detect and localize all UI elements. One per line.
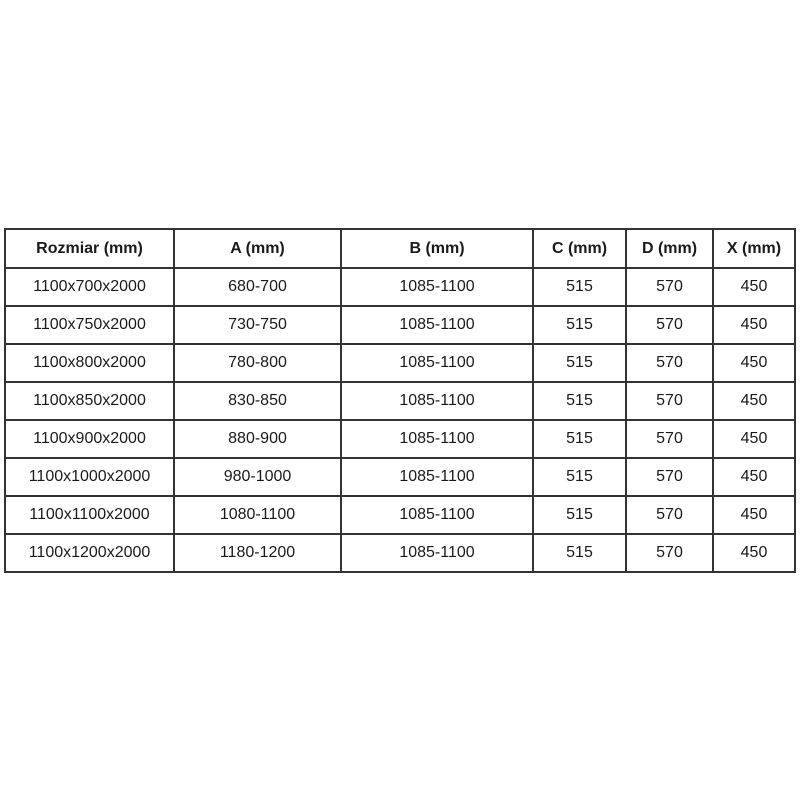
cell-b: 1085-1100 xyxy=(341,420,533,458)
cell-d: 570 xyxy=(626,458,713,496)
table-row xyxy=(5,344,795,382)
cell-c: 515 xyxy=(533,268,626,306)
cell-x: 450 xyxy=(713,382,795,420)
cell-x: 450 xyxy=(713,344,795,382)
table-header xyxy=(5,229,795,268)
cell-x: 450 xyxy=(713,534,795,572)
cell-x: 450 xyxy=(713,268,795,306)
cell-a: 830-850 xyxy=(174,382,341,420)
cell-x: 450 xyxy=(713,420,795,458)
column-header-b: B (mm) xyxy=(341,229,533,268)
column-header-c: C (mm) xyxy=(533,229,626,268)
column-header-a: A (mm) xyxy=(174,229,341,268)
table-row xyxy=(5,458,795,496)
cell-c: 515 xyxy=(533,458,626,496)
cell-b: 1085-1100 xyxy=(341,382,533,420)
cell-x: 450 xyxy=(713,458,795,496)
cell-rozmiar: 1100x750x2000 xyxy=(5,306,174,344)
cell-a: 1080-1100 xyxy=(174,496,341,534)
cell-d: 570 xyxy=(626,344,713,382)
column-header-rozmiar: Rozmiar (mm) xyxy=(5,229,174,268)
cell-rozmiar: 1100x850x2000 xyxy=(5,382,174,420)
table-row xyxy=(5,420,795,458)
cell-d: 570 xyxy=(626,496,713,534)
table-row xyxy=(5,534,795,572)
cell-d: 570 xyxy=(626,268,713,306)
cell-rozmiar: 1100x1000x2000 xyxy=(5,458,174,496)
cell-d: 570 xyxy=(626,306,713,344)
cell-c: 515 xyxy=(533,306,626,344)
cell-c: 515 xyxy=(533,382,626,420)
cell-d: 570 xyxy=(626,534,713,572)
table-row xyxy=(5,382,795,420)
cell-b: 1085-1100 xyxy=(341,268,533,306)
cell-a: 980-1000 xyxy=(174,458,341,496)
cell-x: 450 xyxy=(713,306,795,344)
cell-b: 1085-1100 xyxy=(341,534,533,572)
cell-rozmiar: 1100x800x2000 xyxy=(5,344,174,382)
cell-a: 780-800 xyxy=(174,344,341,382)
cell-c: 515 xyxy=(533,496,626,534)
cell-rozmiar: 1100x900x2000 xyxy=(5,420,174,458)
column-header-d: D (mm) xyxy=(626,229,713,268)
table-row xyxy=(5,496,795,534)
table-row xyxy=(5,268,795,306)
cell-b: 1085-1100 xyxy=(341,496,533,534)
cell-d: 570 xyxy=(626,382,713,420)
dimensions-table xyxy=(4,228,796,573)
cell-a: 730-750 xyxy=(174,306,341,344)
table-header-row xyxy=(5,229,795,268)
cell-rozmiar: 1100x700x2000 xyxy=(5,268,174,306)
cell-b: 1085-1100 xyxy=(341,344,533,382)
column-header-x: X (mm) xyxy=(713,229,795,268)
table-body xyxy=(5,268,795,572)
cell-rozmiar: 1100x1200x2000 xyxy=(5,534,174,572)
dimensions-table-container xyxy=(4,228,794,573)
cell-a: 680-700 xyxy=(174,268,341,306)
cell-rozmiar: 1100x1100x2000 xyxy=(5,496,174,534)
cell-c: 515 xyxy=(533,344,626,382)
cell-b: 1085-1100 xyxy=(341,306,533,344)
cell-b: 1085-1100 xyxy=(341,458,533,496)
table-row xyxy=(5,306,795,344)
cell-a: 880-900 xyxy=(174,420,341,458)
cell-d: 570 xyxy=(626,420,713,458)
cell-a: 1180-1200 xyxy=(174,534,341,572)
cell-c: 515 xyxy=(533,534,626,572)
cell-x: 450 xyxy=(713,496,795,534)
cell-c: 515 xyxy=(533,420,626,458)
